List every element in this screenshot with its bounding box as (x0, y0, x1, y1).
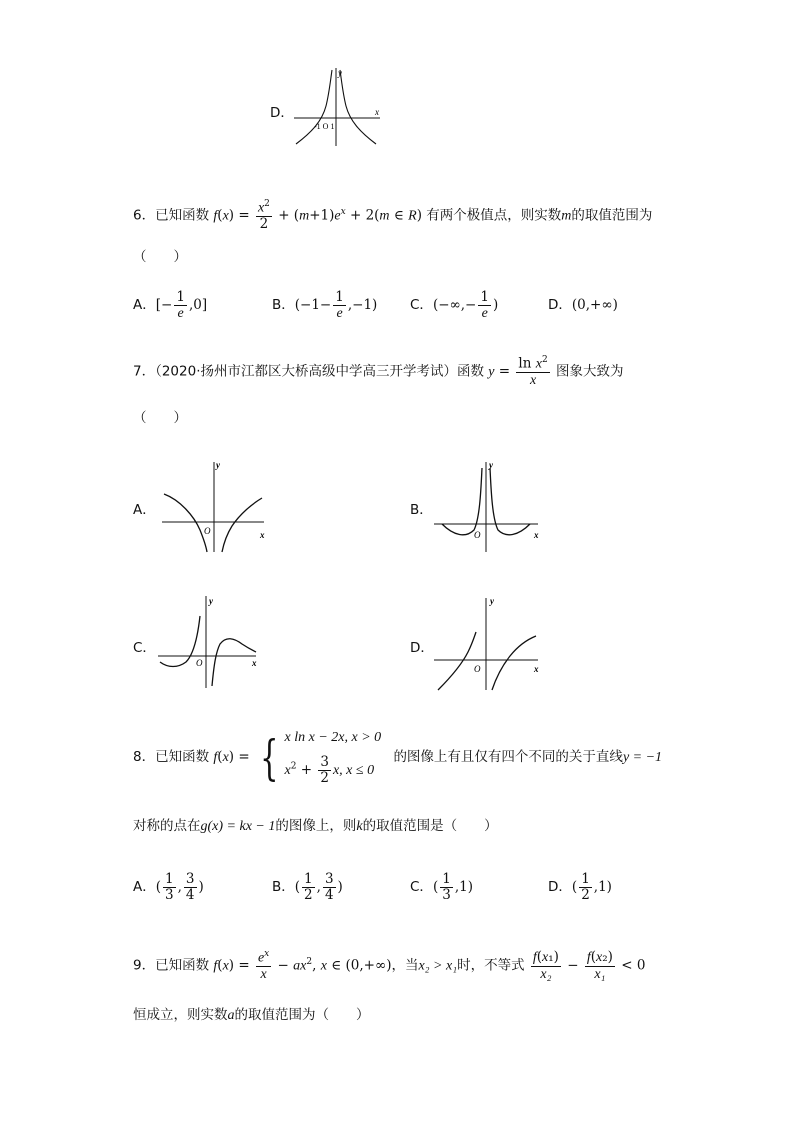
svg-text:O: O (204, 526, 211, 536)
svg-text:x: x (534, 664, 539, 674)
q6-option-a: A．[− $\frac{1}{e}$ ,0] (133, 289, 208, 321)
q6-stem: 6．已知函数 f(x) = $\frac{x^2}{2}$ + $(m+1)e^x + 2(m$ ∈ R) 有两个极值点，则实数m的取值范围为 (133, 199, 653, 232)
q5-option-d-label: D． (270, 105, 294, 121)
q8-option-a: A．( $\frac{1}{3}$ , $\frac{3}{4}$ ) (133, 871, 204, 903)
q6-option-c: C．(−∞,− $\frac{1}{e}$ ) (410, 289, 499, 321)
q5-option-d-graph (292, 66, 388, 150)
svg-text:x: x (534, 530, 539, 540)
svg-text:x: x (260, 530, 265, 540)
q8-option-d: D．( $\frac{1}{2}$ ,1) (548, 871, 612, 903)
q7-option-a-graph (160, 458, 272, 554)
q6-paren: （ ） (133, 249, 187, 265)
svg-text:y: y (216, 460, 220, 470)
svg-text:x: x (252, 658, 257, 668)
q7-option-d-label: D． (410, 640, 434, 656)
q8-option-c: C．( $\frac{1}{3}$ ,1) (410, 871, 473, 903)
q7-stem: 7．（2020·扬州市江都区大桥高级中学高三开学考试）函数 y = $\frac{\ln x^2}{x}$ 图象大致为 (133, 355, 624, 388)
q7-option-d-graph (432, 594, 544, 692)
q5-ticks: -1 O 1 (314, 122, 335, 131)
svg-text:y: y (489, 460, 493, 470)
q6-option-b: B．(−1− $\frac{1}{e}$ ,−1) (272, 289, 378, 321)
svg-text:O: O (474, 664, 481, 674)
svg-text:y: y (209, 596, 213, 606)
q7-paren: （ ） (133, 410, 187, 426)
q8-stem: 8．已知函数 f(x) = { x ln x − 2x, x > 0 $x^2$ + $\frac{3}{2}$ x, x ≤ 0 的图像上有且仅有四个不同的关于直线y = −1 (133, 729, 663, 786)
q7-option-a-label: A． (133, 502, 156, 518)
q8-stem-line2: 对称的点在g(x) = kx − 1的图像上，则k的取值范围是（ ） (133, 818, 498, 834)
q5-y-label: y (338, 68, 342, 78)
svg-text:y: y (490, 596, 494, 606)
svg-text:O: O (196, 658, 203, 668)
q7-option-b-graph (432, 458, 544, 554)
q7-option-c-graph (156, 594, 264, 690)
q9-stem: 9．已知函数 f(x) = $\frac{e^x}{x}$ − $ax^2$, x ∈ (0,+∞)，当x₂ > x₁时，不等式 $\frac{\text{f(x₁)}}{\text{x₂}}$ − $\frac{\text{f(x₂)}}{\text{x₁}}$ < 0 (133, 949, 646, 982)
q7-option-b-label: B． (410, 502, 433, 518)
q7-option-c-label: C． (133, 640, 156, 656)
q6-option-d: D．(0,+∞) (548, 297, 618, 313)
q9-stem-line2: 恒成立，则实数a的取值范围为（ ） (133, 1007, 370, 1023)
q5-x-label: x (375, 107, 379, 117)
q8-option-b: B．( $\frac{1}{2}$ , $\frac{3}{4}$ ) (272, 871, 343, 903)
svg-text:O: O (474, 530, 481, 540)
